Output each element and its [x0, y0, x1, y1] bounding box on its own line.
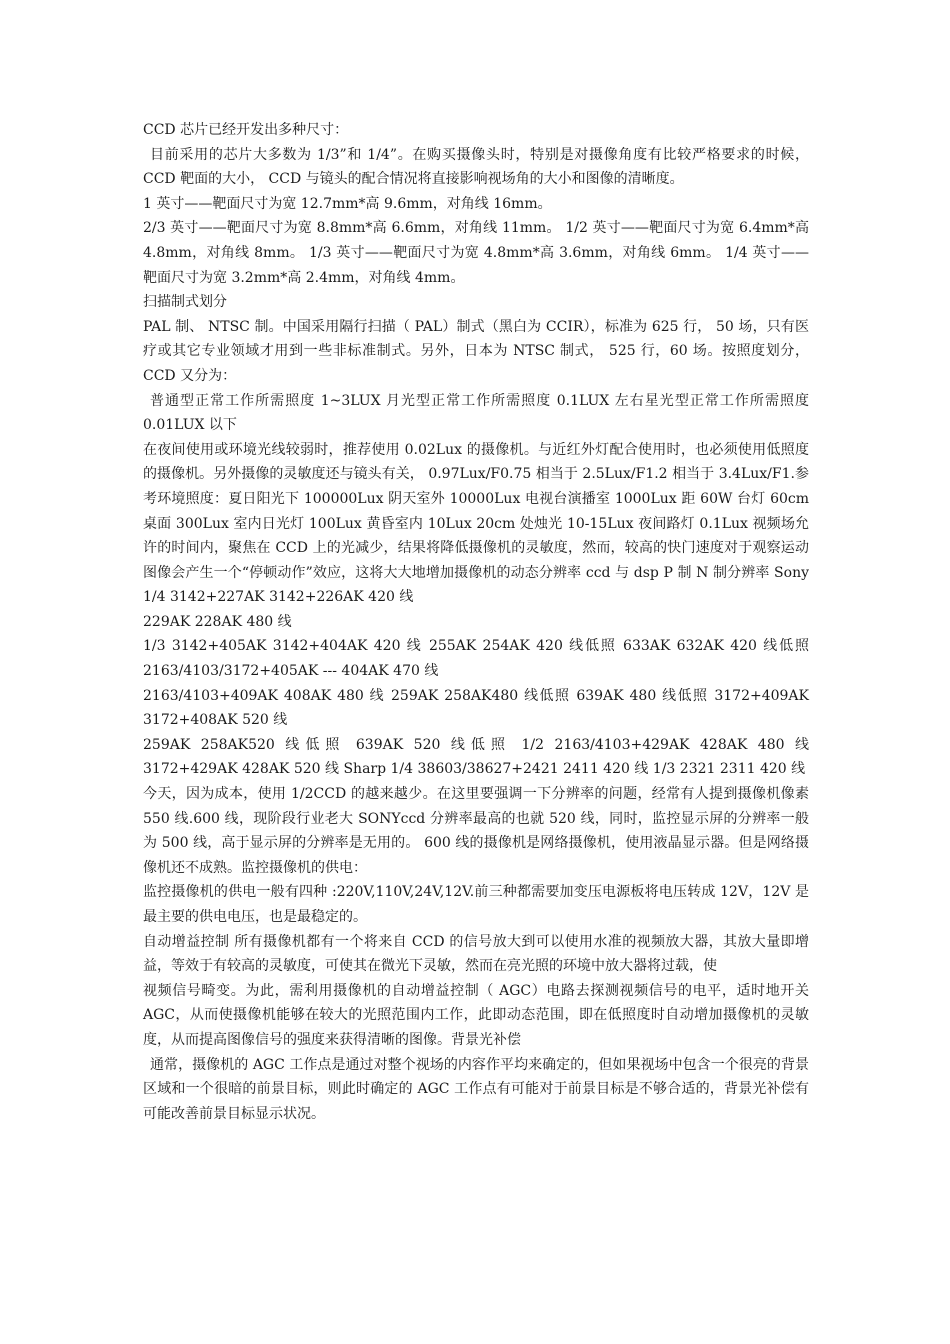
paragraph-agc-detail: 视频信号畸变。为此，需利用摄像机的自动增益控制（ AGC）电路去探测视频信号的电平，适时地开关 AGC，从而使摄像机能够在较大的光照范围内工作，此即动态范围，即在低照度时自动增加摄像机的灵敏度，从而提高图像信号的强度来获得清晰的图像。背景光补偿 [143, 982, 809, 1048]
document-page [143, 118, 809, 1126]
paragraph-chip-sizes: 目前采用的芯片大多数为 1/3”和 1/4”。在购买摄像头时，特别是对摄像角度有比较严格要求的时候， CCD 靶面的大小， CCD 与镜头的配合情况将直接影响视场角的大小和图像的清晰度。 [143, 146, 809, 188]
paragraph-resolution-line-4: 259AK 258AK520 线低照 639AK 520 线低照 1/2 2163/4103+429AK 428AK 480 线 3172+429AK 428AK 520 线 Sharp 1/4 38603/38627+2421 2411 420 线 1/3 2321 2311 420 线 [143, 736, 809, 778]
paragraph-resolution-line-1: 229AK 228AK 480 线 [143, 613, 292, 630]
heading-scan-format: 扫描制式划分 [143, 294, 227, 311]
paragraph-low-light-resolution: 在夜间使用或环境光线较弱时，推荐使用 0.02Lux 的摄像机。与近红外灯配合使用时，也必须使用低照度的摄像机。另外摄像的灵敏度还与镜头有关， 0.97Lux/F0.75 相当于 2.5Lux/F1.2 相当于 3.4Lux/F1.参考环境照度：夏日阳光下 100000Lux 阴天室外 10000Lux 电视台演播室 1000Lux 距 60W 台灯 60cm 桌面 300Lux 室内日光灯 100Lux 黄昏室内 10Lux 20cm 处烛光 10-15Lux 夜间路灯 0.1Lux 视频场允许的时间内，聚焦在 CCD 上的光减少，结果将降低摄像机的灵敏度，然而，较高的快门速度对于观察运动图像会产生一个“停顿动作”效应，这将大大地增加摄像机的动态分辨率 ccd 与 dsp P 制 N 制分辨率 Sony 1/4 3142+227AK 3142+226AK 420 线 [143, 441, 809, 606]
paragraph-backlight-compensation: 通常，摄像机的 AGC 工作点是通过对整个视场的内容作平均来确定的，但如果视场中包含一个很亮的背景区域和一个很暗的前景目标，则此时确定的 AGC 工作点有可能对于前景目标是不够合适的，背景光补偿有可能改善前景目标显示状况。 [143, 1056, 809, 1122]
paragraph-illuminance-types: 普通型正常工作所需照度 1~3LUX 月光型正常工作所需照度 0.1LUX 左右星光型正常工作所需照度 0.01LUX 以下 [143, 392, 809, 434]
paragraph-resolution-discussion: 今天，因为成本，使用 1/2CCD 的越来越少。在这里要强调一下分辨率的问题，经常有人提到摄像机像素 550 线.600 线，现阶段行业老大 SONYccd 分辨率最高的也就 520 线，同时，监控显示屏的分辨率一般为 500 线，高于显示屏的分辨率是无用的。 600 线的摄像机是网络摄像机，使用液晶显示器。但是网络摄像机还不成熟。监控摄像机的供电： [143, 786, 809, 876]
paragraph-1-inch: 1 英寸——靶面尺寸为宽 12.7mm*高 9.6mm，对角线 16mm。 [143, 195, 552, 212]
paragraph-resolution-line-3: 2163/4103+409AK 408AK 480 线 259AK 258AK480 线低照 639AK 480 线低照 3172+409AK 3172+408AK 520 线 [143, 687, 809, 729]
paragraph-sizes-list: 2/3 英寸——靶面尺寸为宽 8.8mm*高 6.6mm，对角线 11mm。 1/2 英寸——靶面尺寸为宽 6.4mm*高 4.8mm，对角线 8mm。 1/3 英寸——靶面尺寸为宽 4.8mm*高 3.6mm，对角线 6mm。 1/4 英寸——靶面尺寸为宽 3.2mm*高 2.4mm，对角线 4mm。 [143, 220, 809, 286]
paragraph-power-supply: 监控摄像机的供电一般有四种 :220V,110V,24V,12V.前三种都需要加变压电源板将电压转成 12V，12V 是最主要的供电电压，也是最稳定的。 [143, 884, 809, 925]
paragraph-resolution-line-2: 1/3 3142+405AK 3142+404AK 420 线 255AK 254AK 420 线低照 633AK 632AK 420 线低照 2163/4103/3172+405AK --- 404AK 470 线 [143, 638, 809, 680]
paragraph-agc-intro: 自动增益控制 所有摄像机都有一个将来自 CCD 的信号放大到可以使用水准的视频放大器，其放大量即增益，等效于有较高的灵敏度，可使其在微光下灵敏，然而在亮光照的环境中放大器将过载，使 [143, 933, 809, 975]
paragraph-ccd-sizes-intro: CCD 芯片已经开发出多种尺寸： [143, 122, 349, 138]
paragraph-pal-ntsc: PAL 制、 NTSC 制。中国采用隔行扫描（ PAL）制式（黑白为 CCIR），标准为 625 行， 50 场，只有医疗或其它专业领域才用到一些非标准制式。另外，日本为 NTSC 制式， 525 行，60 场。按照度划分， CCD 又分为： [143, 318, 809, 384]
